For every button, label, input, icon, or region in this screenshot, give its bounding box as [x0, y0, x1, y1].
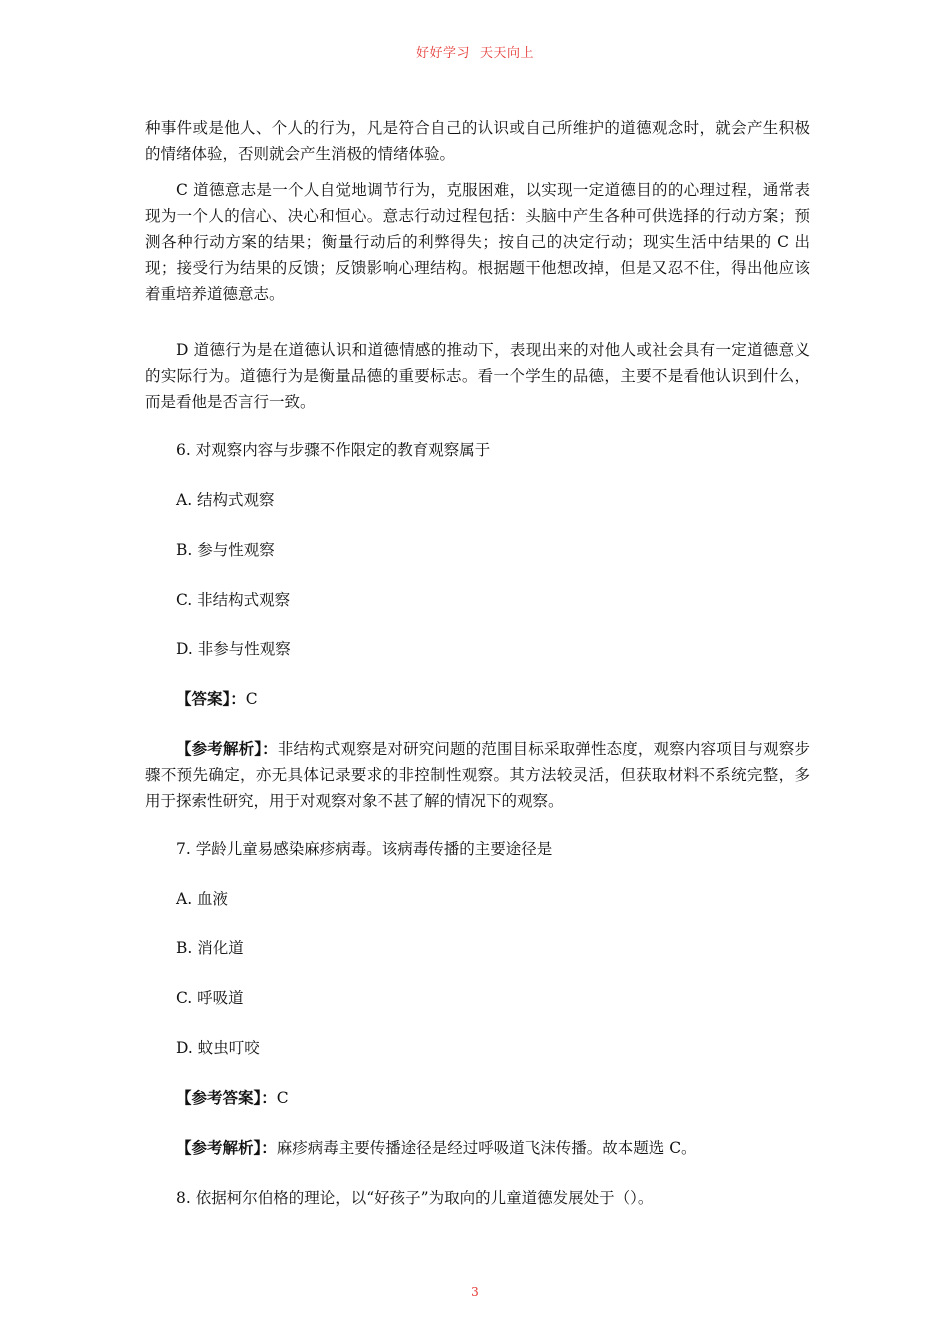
question-6-option-b: B. 参与性观察 [176, 541, 275, 559]
paragraph-emotion-continued: 种事件或是他人、个人的行为，凡是符合自己的认识或自己所维护的道德观念时，就会产生积极的情绪体验，否则就会产生消极的情绪体验。 [145, 119, 810, 163]
question-6-option-a: A. 结构式观察 [176, 491, 275, 509]
question-6-text: 6. 对观察内容与步骤不作限定的教育观察属于 [176, 441, 491, 459]
analysis-label: 【参考解析】： [176, 739, 278, 758]
question-6-analysis [145, 736, 810, 814]
answer-label: 【答案】： [176, 689, 246, 708]
question-7-option-b: B. 消化道 [176, 939, 244, 957]
question-7-text: 7. 学龄儿童易感染麻疹病毒。该病毒传播的主要途径是 [176, 840, 553, 858]
header-motto-right: 天天向上 [480, 46, 535, 61]
question-7-option-d: D. 蚊虫叮咬 [176, 1039, 260, 1057]
answer-value: C [245, 690, 258, 708]
question-7-option-c: C. 呼吸道 [176, 989, 244, 1007]
question-7-option-a: A. 血液 [176, 890, 229, 908]
analysis-text: 非结构式观察是对研究问题的范围目标采取弹性态度，观察内容项目与观察步骤不预先确定，亦无具体记录要求的非控制性观察。其方法较灵活，但获取材料不系统完整，多用于探索性研究，用于对观察对象不甚了解的情况下的观察。 [145, 740, 810, 810]
paragraph-moral-behavior: D 道德行为是在道德认识和道德情感的推动下，表现出来的对他人或社会具有一定道德意义的实际行为。道德行为是衡量品德的重要标志。看一个学生的品德，主要不是看他认识到什么，而是看他是否言行一致。 [145, 341, 810, 411]
question-6-answer [145, 686, 810, 712]
question-6-option-d: D. 非参与性观察 [176, 640, 291, 658]
answer-label: 【参考答案】： [176, 1088, 277, 1107]
question-6-option-c: C. 非结构式观察 [176, 591, 291, 609]
analysis-label: 【参考解析】： [176, 1138, 277, 1157]
answer-value: C [276, 1089, 289, 1107]
page-header [0, 42, 950, 61]
analysis-text: 麻疹病毒主要传播途径是经过呼吸道飞沫传播。故本题选 C。 [276, 1139, 697, 1157]
paragraph-moral-will: C 道德意志是一个人自觉地调节行为，克服困难，以实现一定道德目的的心理过程，通常表现为一个人的信心、决心和恒心。意志行动过程包括：头脑中产生各种可供选择的行动方案；预测各种行动方案的结果；衡量行动后的利弊得失；按自己的决定行动；现实生活中结果的 C 出现；接受行为结果的反馈；反馈影响心理结构。根据题干他想改掉，但是又忍不住，得出他应该着重培养道德意志。 [145, 181, 810, 303]
question-7-answer [145, 1085, 810, 1111]
page-number: 3 [471, 1285, 479, 1299]
question-7-analysis [145, 1135, 810, 1161]
header-motto-left: 好好学习 [415, 46, 470, 61]
question-8-text: 8. 依据柯尔伯格的理论，以“好孩子”为取向的儿童道德发展处于（）。 [176, 1189, 654, 1207]
